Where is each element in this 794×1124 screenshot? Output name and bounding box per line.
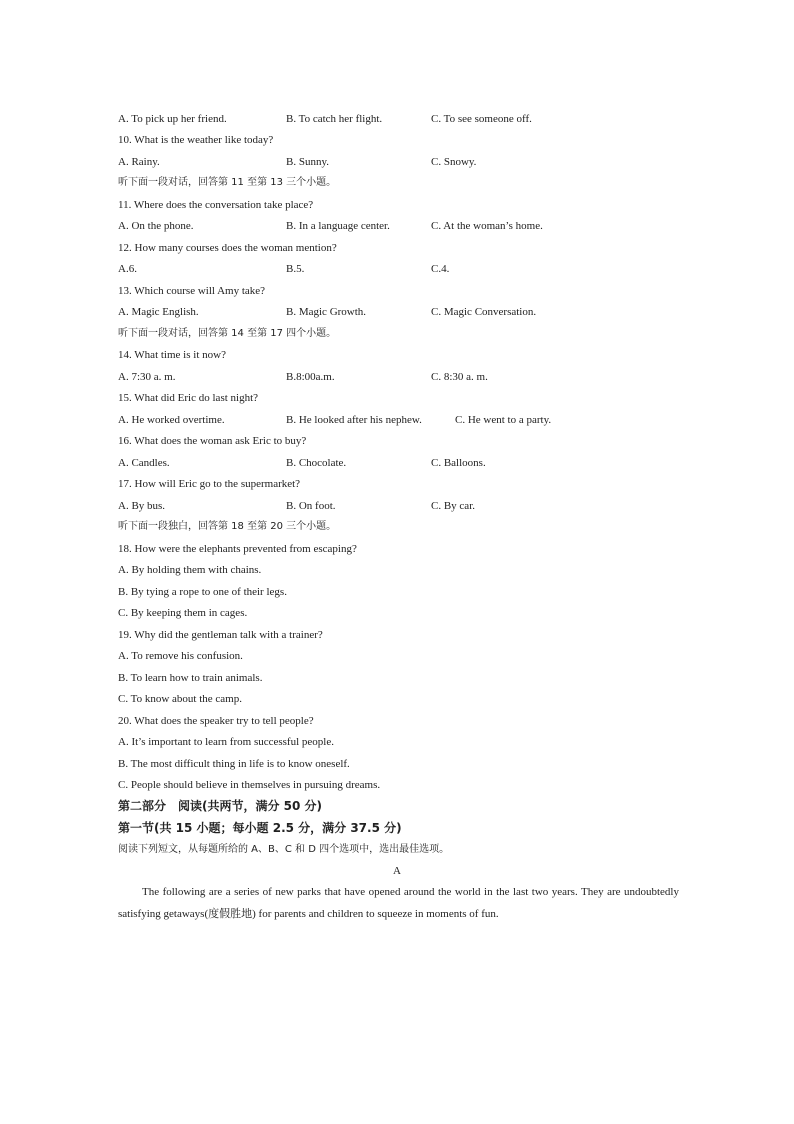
q12-question: 12. How many courses does the woman mention? — [118, 242, 337, 254]
q14-option-c: C. 8:30 a. m. — [431, 371, 488, 383]
instruction-11-13: 听下面一段对话，回答第 11 至第 13 三个小题。 — [118, 177, 337, 188]
passage-text: The following are a series of new parks that have opened around the world in the last two years. They are undoubtedly satisfying getaways(度假胜地) for parents and children to squeeze in moments of fun. — [118, 886, 679, 920]
q14-option-b: B.8:00a.m. — [286, 371, 335, 383]
q20-option-b: B. The most difficult thing in life is to know oneself. — [118, 758, 350, 770]
part2-heading: 第二部分 阅读(共两节，满分 50 分) — [118, 799, 323, 813]
q18-option-c: C. By keeping them in cages. — [118, 607, 248, 619]
q11-option-c: C. At the woman’s home. — [431, 220, 543, 232]
q11-option-a: A. On the phone. — [118, 220, 194, 232]
q17-option-a: A. By bus. — [118, 500, 166, 512]
q13-option-a: A. Magic English. — [118, 306, 199, 318]
q17-option-b: B. On foot. — [286, 500, 336, 512]
q12-option-c: C.4. — [431, 263, 450, 275]
q12-option-a: A.6. — [118, 263, 137, 275]
q15-question: 15. What did Eric do last night? — [118, 392, 259, 404]
q19-option-c: C. To know about the camp. — [118, 693, 242, 705]
q16-option-b: B. Chocolate. — [286, 457, 347, 469]
q18-question: 18. How were the elephants prevented from escaping? — [118, 543, 357, 555]
q9-option-b: B. To catch her flight. — [286, 113, 383, 125]
reading-instruction: 阅读下列短文，从每题所给的 A、B、C 和 D 四个选项中，选出最佳选项。 — [118, 844, 450, 855]
q16-question: 16. What does the woman ask Eric to buy? — [118, 435, 307, 447]
q12-option-b: B.5. — [286, 263, 305, 275]
q14-question: 14. What time is it now? — [118, 349, 226, 361]
q19-question: 19. Why did the gentleman talk with a trainer? — [118, 629, 323, 641]
q11-question: 11. Where does the conversation take place? — [118, 199, 314, 211]
q17-option-c: C. By car. — [431, 500, 475, 512]
q10-question: 10. What is the weather like today? — [118, 134, 274, 146]
q17-question: 17. How will Eric go to the supermarket? — [118, 478, 301, 490]
q10-option-a: A. Rainy. — [118, 156, 160, 168]
q20-option-c: C. People should believe in themselves in pursuing dreams. — [118, 779, 381, 791]
q16-option-a: A. Candles. — [118, 457, 170, 469]
q11-option-b: B. In a language center. — [286, 220, 390, 232]
q18-option-a: A. By holding them with chains. — [118, 564, 262, 576]
q10-option-b: B. Sunny. — [286, 156, 329, 168]
q9-option-a: A. To pick up her friend. — [118, 113, 227, 125]
q20-question: 20. What does the speaker try to tell people? — [118, 715, 314, 727]
q15-option-b: B. He looked after his nephew. — [286, 414, 422, 426]
q16-option-c: C. Balloons. — [431, 457, 486, 469]
q18-option-b: B. By tying a rope to one of their legs. — [118, 586, 287, 598]
instruction-18-20: 听下面一段独白，回答第 18 至第 20 三个小题。 — [118, 521, 337, 532]
q15-option-c: C. He went to a party. — [455, 414, 552, 426]
q10-option-c: C. Snowy. — [431, 156, 477, 168]
q13-question: 13. Which course will Amy take? — [118, 285, 266, 297]
q20-option-a: A. It’s important to learn from successful people. — [118, 736, 334, 748]
passage-paragraph — [118, 881, 679, 925]
q13-option-b: B. Magic Growth. — [286, 306, 367, 318]
passage-label: A — [393, 865, 401, 877]
q19-option-b: B. To learn how to train animals. — [118, 672, 263, 684]
section1-heading: 第一节(共 15 小题；每小题 2.5 分，满分 37.5 分) — [118, 821, 402, 835]
q9-option-c: C. To see someone off. — [431, 113, 532, 125]
q14-option-a: A. 7:30 a. m. — [118, 371, 176, 383]
q19-option-a: A. To remove his confusion. — [118, 650, 243, 662]
q13-option-c: C. Magic Conversation. — [431, 306, 537, 318]
instruction-14-17: 听下面一段对话，回答第 14 至第 17 四个小题。 — [118, 328, 337, 339]
q15-option-a: A. He worked overtime. — [118, 414, 225, 426]
